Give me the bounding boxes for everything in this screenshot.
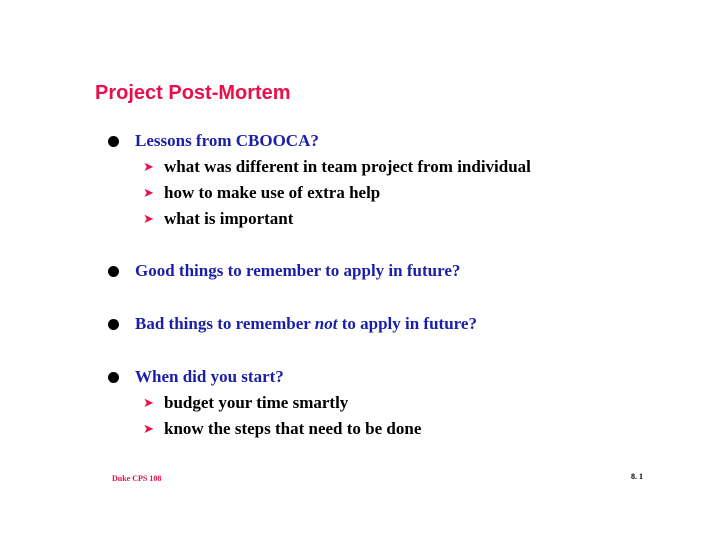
sub-item [143, 157, 531, 177]
bullet-item [108, 131, 319, 151]
arrowhead-icon: ➤ [143, 421, 154, 437]
bullet-dot-icon [108, 136, 119, 147]
sub-item-text: what is important [164, 209, 294, 228]
bullet-item [108, 261, 460, 281]
arrowhead-icon: ➤ [143, 159, 154, 175]
footer-page-number: 8. 1 [631, 472, 643, 481]
bullet-text: Lessons from CBOOCA? [135, 131, 319, 150]
sub-item [143, 183, 380, 203]
arrowhead-icon: ➤ [143, 185, 154, 201]
bullet-text-before: Bad things to remember [135, 314, 315, 333]
footer-course-label: Duke CPS 108 [112, 474, 162, 483]
bullet-dot-icon [108, 319, 119, 330]
bullet-text: When did you start? [135, 367, 284, 386]
bullet-dot-icon [108, 266, 119, 277]
arrowhead-icon: ➤ [143, 211, 154, 227]
bullet-text-after: to apply in future? [337, 314, 477, 333]
bullet-text [135, 314, 477, 334]
bullet-dot-icon [108, 372, 119, 383]
sub-item-text: know the steps that need to be done [164, 419, 422, 438]
bullet-text: Good things to remember to apply in future? [135, 261, 461, 280]
sub-item-text: how to make use of extra help [164, 183, 381, 202]
bullet-text-emphasis: not [314, 314, 338, 333]
slide-title: Project Post-Mortem [95, 82, 291, 104]
sub-item [143, 209, 293, 229]
sub-item [143, 419, 421, 439]
bullet-item [108, 314, 477, 334]
arrowhead-icon: ➤ [143, 395, 154, 411]
sub-item [143, 393, 348, 413]
sub-item-text: budget your time smartly [164, 393, 349, 412]
sub-item-text: what was different in team project from individual [164, 157, 531, 176]
bullet-item [108, 367, 284, 387]
